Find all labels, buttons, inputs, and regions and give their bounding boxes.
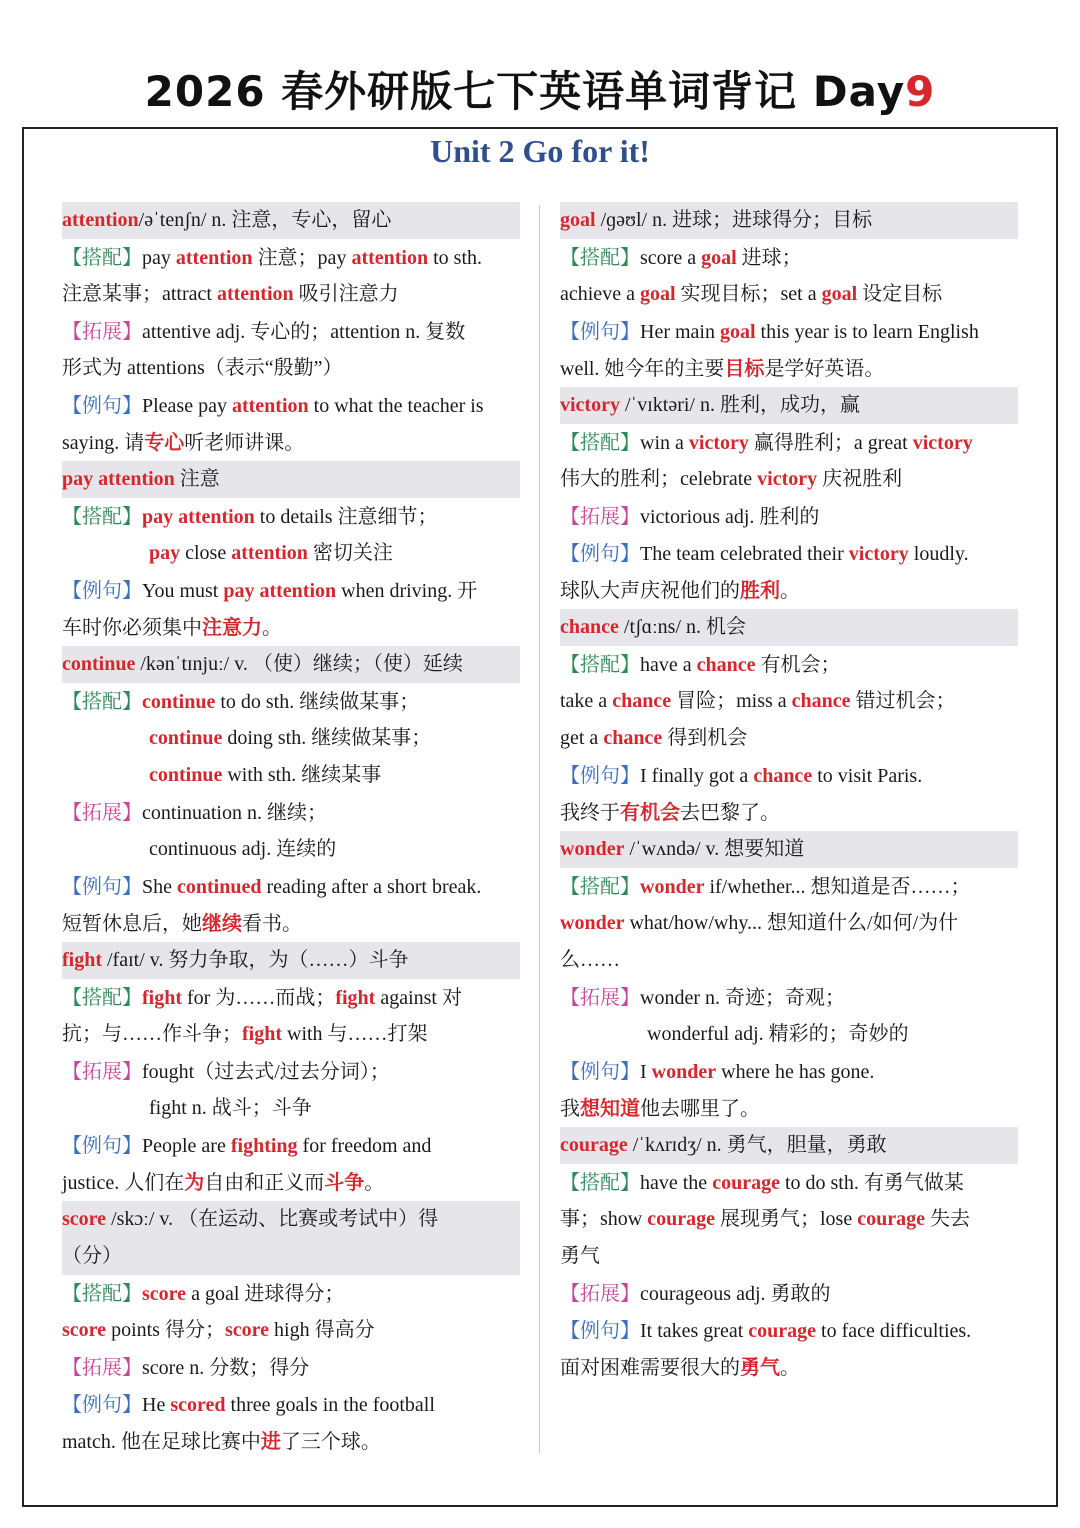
text-segment: You must — [142, 580, 224, 602]
collocation-tag: 【搭配】 — [560, 874, 640, 898]
text-segment: three goals in the football — [225, 1394, 435, 1416]
text-segment: a goal 进球得分； — [186, 1283, 345, 1305]
entry-line — [62, 572, 520, 609]
entry-line — [560, 1201, 1018, 1238]
vocab-word: pay attention — [223, 580, 337, 602]
vocab-word: score — [62, 1208, 107, 1230]
vocab-word: fight — [62, 949, 102, 971]
text-segment: doing sth. 继续做某事； — [222, 727, 432, 749]
column-divider — [539, 205, 540, 1453]
text-segment: score n. 分数；得分 — [142, 1357, 310, 1379]
text-segment: to do sth. 有勇气做某 — [779, 1172, 964, 1194]
text-segment: 注意；pay — [252, 247, 352, 269]
collocation-tag: 【搭配】 — [62, 689, 142, 713]
text-segment: get a — [560, 727, 604, 749]
unit-title: Unit 2 Go for it! — [430, 133, 650, 169]
entry-header-line — [560, 387, 1018, 424]
entry-line — [62, 1312, 520, 1349]
entry-line — [62, 498, 520, 535]
text-segment: with sth. 继续某事 — [222, 764, 382, 786]
entry-line — [560, 276, 1018, 313]
highlight-translation: 专心 — [144, 430, 185, 454]
text-segment: with 与……打架 — [282, 1023, 428, 1045]
text-segment: what/how/why... 想知道什么/如何/为什 — [624, 912, 959, 934]
text-segment: 吸引注意力 — [293, 283, 399, 305]
text-segment: 我 — [560, 1098, 580, 1120]
entry-line — [62, 794, 520, 831]
text-segment: match. 他在足球比赛中 — [62, 1431, 261, 1453]
example-tag: 【例句】 — [560, 541, 640, 565]
text-segment: She — [142, 876, 177, 898]
text-segment: 自由和正义而 — [204, 1172, 325, 1194]
entry-header-line — [560, 609, 1018, 646]
vocab-word: chance — [560, 616, 619, 638]
text-segment: to what the teacher is — [308, 395, 484, 417]
highlight-translation: 注意力 — [202, 615, 262, 639]
text-segment: win a — [640, 432, 689, 454]
text-segment: 设定目标 — [857, 283, 943, 305]
vocab-word: wonder — [640, 876, 705, 898]
vocab-word: fight — [242, 1023, 282, 1045]
collocation-tag: 【搭配】 — [560, 1170, 640, 1194]
vocab-word: wonder — [651, 1061, 717, 1083]
vocab-word: chance — [696, 654, 756, 676]
vocab-word: attention — [231, 395, 309, 417]
text-segment: to visit Paris. — [812, 765, 923, 787]
text-segment: /ˈwʌndə/ v. 想要知道 — [624, 838, 805, 860]
entry-header-line — [62, 646, 520, 683]
collocation-tag: 【搭配】 — [62, 1281, 142, 1305]
extension-tag: 【拓展】 — [62, 1355, 142, 1379]
entry-line — [62, 1386, 520, 1423]
text-segment: loudly. — [908, 543, 969, 565]
entry-line — [560, 1238, 1018, 1275]
vocab-word: goal — [560, 209, 596, 231]
entry-line — [560, 239, 1018, 276]
entry-header-line — [62, 461, 520, 498]
text-segment: 。 — [780, 580, 800, 602]
entry-line — [560, 535, 1018, 572]
entry-header-line — [62, 202, 520, 239]
extension-tag: 【拓展】 — [560, 504, 640, 528]
entry-line — [560, 1275, 1018, 1312]
text-segment: 勇气 — [560, 1245, 600, 1267]
entry-header-line — [560, 831, 1018, 868]
text-segment: The team celebrated their — [640, 543, 849, 565]
text-segment: 庆祝胜利 — [817, 468, 903, 490]
text-segment: 注意 — [174, 468, 220, 490]
text-segment: Please pay — [142, 395, 232, 417]
text-segment: 看书。 — [242, 913, 302, 935]
example-tag: 【例句】 — [62, 874, 142, 898]
entry-line — [560, 350, 1018, 387]
text-segment: 错过机会； — [850, 690, 956, 712]
vocab-word: victory — [912, 432, 973, 454]
entry-line — [62, 720, 520, 757]
text-segment: against 对 — [375, 987, 462, 1009]
text-segment: attentive adj. 专心的；attention n. 复数 — [142, 321, 466, 343]
text-segment: 实现目标；set a — [675, 283, 822, 305]
text-segment: 失去 — [924, 1208, 970, 1230]
day-number: 9 — [905, 67, 936, 116]
text-segment: to details 注意细节； — [254, 506, 438, 528]
vocab-word: continue — [62, 653, 136, 675]
text-segment: 。 — [262, 617, 282, 639]
text-segment: 我终于 — [560, 802, 620, 824]
entry-header-line — [560, 202, 1018, 239]
text-segment: justice. 人们在 — [62, 1172, 185, 1194]
example-tag: 【例句】 — [560, 1059, 640, 1083]
entry-line — [560, 313, 1018, 350]
entry-line — [62, 1164, 520, 1201]
entry-line — [62, 313, 520, 350]
entry-line — [62, 1349, 520, 1386]
vocab-word: continue — [149, 727, 223, 749]
text-segment: 有机会； — [755, 654, 841, 676]
vocab-word: courage — [560, 1134, 628, 1156]
entry-line — [560, 794, 1018, 831]
text-segment: 密切关注 — [307, 542, 393, 564]
entry-line — [560, 461, 1018, 498]
text-segment: have the — [640, 1172, 713, 1194]
text-segment: 冒险；miss a — [671, 690, 792, 712]
vocab-word: continued — [177, 876, 262, 898]
text-segment: have a — [640, 654, 697, 676]
vocab-word: fight — [142, 987, 182, 1009]
highlight-translation: 继续 — [202, 911, 242, 935]
vocab-word: chance — [791, 690, 851, 712]
example-tag: 【例句】 — [62, 393, 142, 417]
text-segment: /ɡəʊl/ n. 进球；进球得分；目标 — [595, 209, 873, 231]
text-segment: /skɔː/ v. （在运动、比赛或考试中）得 — [106, 1208, 439, 1230]
example-tag: 【例句】 — [62, 578, 142, 602]
text-segment: 了三个球。 — [280, 1431, 381, 1453]
highlight-translation: 想知道 — [580, 1096, 640, 1120]
vocab-word: victory — [757, 468, 818, 490]
example-tag: 【例句】 — [62, 1392, 142, 1416]
text-segment: reading after a short break. — [261, 876, 482, 898]
entry-line — [62, 609, 520, 646]
vocab-word: victory — [848, 543, 909, 565]
collocation-tag: 【搭配】 — [560, 652, 640, 676]
text-segment: /ˈkʌrɪdʒ/ n. 勇气，胆量，勇敢 — [627, 1134, 887, 1156]
text-segment: to face difficulties. — [816, 1320, 972, 1342]
entry-line — [62, 387, 520, 424]
text-segment: continuation n. 继续； — [142, 802, 327, 824]
text-segment: high 得高分 — [269, 1319, 375, 1341]
entry-line — [560, 868, 1018, 905]
extension-tag: 【拓展】 — [560, 1281, 640, 1305]
entry-line — [62, 424, 520, 461]
entry-line — [560, 683, 1018, 720]
text-segment: pay — [142, 247, 176, 269]
entry-line — [62, 276, 520, 313]
extension-tag: 【拓展】 — [62, 319, 142, 343]
text-segment: fought（过去式/过去分词）； — [142, 1061, 390, 1083]
text-segment: this year is to learn English — [755, 321, 979, 343]
extension-tag: 【拓展】 — [62, 800, 142, 824]
collocation-tag: 【搭配】 — [560, 430, 640, 454]
text-segment: 短暂休息后，她 — [62, 913, 202, 935]
text-segment: 面对困难需要很大的 — [560, 1357, 740, 1379]
text-segment: achieve a — [560, 283, 640, 305]
entry-line — [62, 905, 520, 942]
text-segment: 形式为 attentions（表示“殷勤”） — [62, 357, 343, 379]
vocab-word: goal — [701, 247, 737, 269]
entry-line — [560, 498, 1018, 535]
entry-line — [560, 1090, 1018, 1127]
vocab-word: attention — [175, 247, 253, 269]
collocation-tag: 【搭配】 — [62, 245, 142, 269]
entry-line — [560, 572, 1018, 609]
page-title-main: 2026 春外研版七下英语单词背记 Day — [144, 67, 906, 116]
text-segment: 抗；与……作斗争； — [62, 1023, 242, 1045]
vocab-word: fight — [335, 987, 376, 1009]
entry-line — [62, 683, 520, 720]
example-tag: 【例句】 — [560, 763, 640, 787]
text-segment: 伟大的胜利；celebrate — [560, 468, 758, 490]
text-segment: 听老师讲课。 — [184, 432, 305, 454]
text-segment: wonder n. 奇迹；奇观； — [640, 987, 845, 1009]
entry-header-line — [62, 1201, 520, 1238]
text-segment: where he has gone. — [716, 1061, 875, 1083]
text-segment: 去巴黎了。 — [680, 802, 780, 824]
vocab-word: courage — [748, 1320, 817, 1342]
entry-header-line — [560, 1127, 1018, 1164]
entry-line — [560, 942, 1018, 979]
entry-line — [62, 1127, 520, 1164]
collocation-tag: 【搭配】 — [62, 985, 142, 1009]
example-tag: 【例句】 — [560, 319, 640, 343]
entry-line — [560, 905, 1018, 942]
entry-line — [560, 1349, 1018, 1386]
text-segment: 。 — [780, 1357, 800, 1379]
highlight-translation: 为 — [184, 1170, 205, 1194]
text-segment: 赢得胜利；a great — [748, 432, 913, 454]
vocab-word: continue — [142, 691, 216, 713]
entry-line — [560, 424, 1018, 461]
vocab-word: attention — [351, 247, 429, 269]
vocab-word: wonder — [560, 912, 625, 934]
text-segment: if/whether... 想知道是否……； — [704, 876, 971, 898]
text-segment: 是学好英语。 — [764, 358, 885, 380]
text-segment: 展现勇气；lose — [715, 1208, 858, 1230]
text-segment: when driving. 开 — [336, 580, 478, 602]
entry-line — [560, 720, 1018, 757]
entry-header-line — [62, 942, 520, 979]
vocab-word: attention — [231, 542, 308, 564]
vocab-word: score — [142, 1283, 187, 1305]
left-column — [62, 202, 520, 1460]
page-title — [0, 62, 1080, 122]
extension-tag: 【拓展】 — [62, 1059, 142, 1083]
collocation-tag: 【搭配】 — [62, 504, 142, 528]
collocation-tag: 【搭配】 — [560, 245, 640, 269]
entry-line — [560, 646, 1018, 683]
entry-line — [560, 1164, 1018, 1201]
entry-line — [62, 350, 520, 387]
text-segment: He — [142, 1394, 171, 1416]
highlight-translation: 有机会 — [620, 800, 680, 824]
vocab-word: courage — [647, 1208, 715, 1230]
highlight-translation: 进 — [260, 1429, 281, 1453]
example-tag: 【例句】 — [62, 1133, 142, 1157]
vocab-word: chance — [612, 690, 672, 712]
text-segment: /tʃɑːns/ n. 机会 — [618, 616, 747, 638]
entry-line — [62, 757, 520, 794]
entry-line — [62, 239, 520, 276]
text-segment: 车时你必须集中 — [62, 617, 202, 639]
text-segment: to sth. — [428, 247, 483, 269]
highlight-translation: 胜利 — [740, 578, 780, 602]
text-segment: /faɪt/ v. 努力争取，为（……）斗争 — [102, 949, 409, 971]
vocab-word: continue — [149, 764, 223, 786]
text-segment: Her main — [640, 321, 720, 343]
text-segment: 注意某事；attract — [62, 283, 217, 305]
entry-line — [62, 1275, 520, 1312]
vocab-word: chance — [603, 727, 663, 749]
text-segment: 球队大声庆祝他们的 — [560, 580, 740, 602]
text-segment: 事；show — [560, 1208, 648, 1230]
vocab-word: chance — [753, 765, 813, 787]
text-segment: points 得分； — [106, 1319, 225, 1341]
right-column — [560, 202, 1018, 1386]
text-segment: take a — [560, 690, 613, 712]
vocab-word: courage — [712, 1172, 780, 1194]
vocab-word: goal — [719, 321, 756, 343]
text-segment: victorious adj. 胜利的 — [640, 506, 820, 528]
entry-line — [560, 979, 1018, 1016]
extension-tag: 【拓展】 — [560, 985, 640, 1009]
text-segment: for freedom and — [297, 1135, 432, 1157]
example-tag: 【例句】 — [560, 1318, 640, 1342]
vocab-word: score — [224, 1319, 270, 1341]
entry-line — [62, 979, 520, 1016]
entry-line — [62, 1016, 520, 1053]
text-segment: well. 她今年的主要 — [560, 358, 725, 380]
text-segment: People are — [142, 1135, 231, 1157]
text-segment: 他去哪里了。 — [640, 1098, 760, 1120]
entry-header-line — [62, 1238, 520, 1275]
text-segment: courageous adj. 勇敢的 — [640, 1283, 831, 1305]
entry-line — [560, 1016, 1018, 1053]
vocab-word: victory — [688, 432, 749, 454]
text-segment: 得到机会 — [662, 727, 748, 749]
text-segment: /əˈtenʃn/ n. 注意，专心，留心 — [138, 209, 392, 231]
text-segment: /kənˈtɪnjuː/ v. （使）继续；（使）延续 — [135, 653, 463, 675]
vocab-word: attention — [216, 283, 294, 305]
vocab-word: goal — [639, 283, 676, 305]
vocab-word: pay attention — [62, 468, 175, 490]
entry-line — [560, 757, 1018, 794]
text-segment: 。 — [364, 1172, 385, 1194]
text-segment: fight n. 战斗；斗争 — [149, 1097, 312, 1119]
vocab-word: pay attention — [142, 506, 255, 528]
text-segment: I finally got a — [640, 765, 754, 787]
vocab-word: goal — [821, 283, 858, 305]
text-segment: saying. 请 — [62, 432, 145, 454]
text-segment: wonderful adj. 精彩的；奇妙的 — [647, 1023, 909, 1045]
vocab-word: fighting — [230, 1135, 298, 1157]
vocab-word: pay — [149, 542, 181, 564]
entry-line — [62, 868, 520, 905]
text-segment: 么…… — [560, 949, 620, 971]
text-segment: score a — [640, 247, 702, 269]
entry-line — [62, 535, 520, 572]
vocab-word: courage — [857, 1208, 925, 1230]
vocab-word: score — [62, 1319, 107, 1341]
text-segment: 进球； — [736, 247, 802, 269]
vocab-word: attention — [62, 209, 139, 231]
highlight-translation: 目标 — [724, 356, 765, 380]
entry-line — [560, 1053, 1018, 1090]
entry-line — [560, 1312, 1018, 1349]
entry-line — [62, 1090, 520, 1127]
entry-line — [62, 831, 520, 868]
vocab-word: victory — [560, 394, 620, 416]
entry-line — [62, 1423, 520, 1460]
text-segment: I — [640, 1061, 652, 1083]
text-segment: for 为……而战； — [182, 987, 336, 1009]
text-segment: to do sth. 继续做某事； — [215, 691, 420, 713]
text-segment: （分） — [62, 1245, 122, 1267]
highlight-translation: 勇气 — [740, 1355, 780, 1379]
text-segment: /ˈvɪktəri/ n. 胜利，成功，赢 — [619, 394, 860, 416]
text-segment: It takes great — [640, 1320, 749, 1342]
text-segment: close — [180, 542, 232, 564]
entry-line — [62, 1053, 520, 1090]
vocab-word: wonder — [560, 838, 625, 860]
highlight-translation: 斗争 — [324, 1170, 365, 1194]
vocab-word: scored — [170, 1394, 226, 1416]
text-segment: continuous adj. 连续的 — [149, 838, 337, 860]
